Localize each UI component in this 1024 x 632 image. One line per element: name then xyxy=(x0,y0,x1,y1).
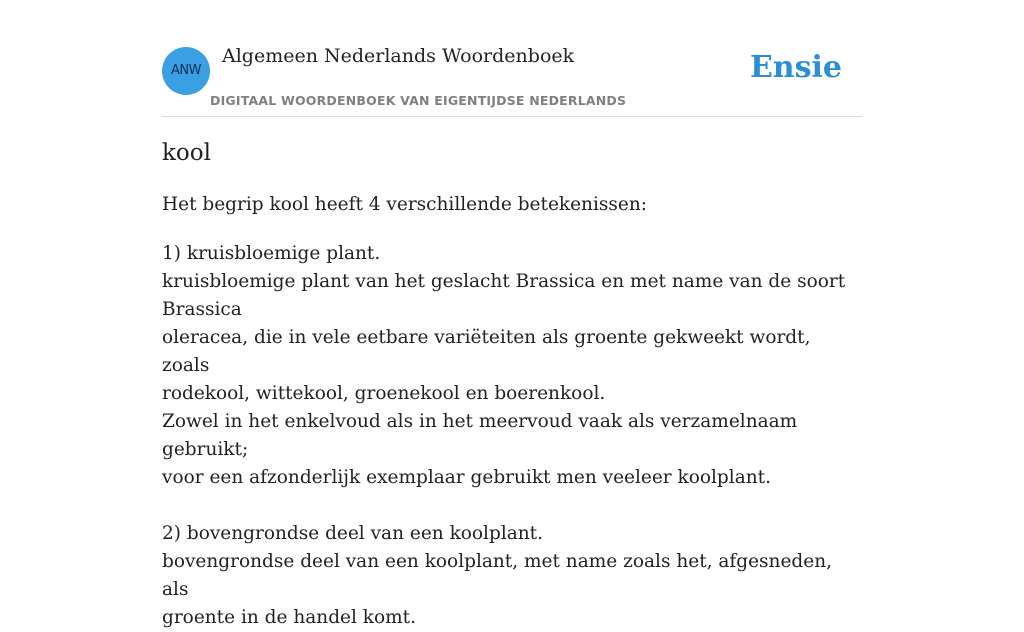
meaning-line: kruisbloemige plant van het geslacht Brassica en met name van de soort Brassica xyxy=(162,271,846,320)
meaning-spacer xyxy=(162,492,862,520)
page-container xyxy=(162,0,862,628)
meaning-2 xyxy=(162,520,862,632)
meaning-line: oleracea, die in vele eetbare variëteiten als groente gekweekt wordt, zoals xyxy=(162,327,811,376)
meaning-heading: 1) kruisbloemige plant. xyxy=(162,243,381,264)
anw-logo[interactable]: ANW xyxy=(162,47,210,95)
meaning-line: Zowel in het enkelvoud als in het meervoud vaak als verzamelnaam gebruikt; xyxy=(162,411,798,460)
meaning-heading: 2) bovengrondse deel van een koolplant. xyxy=(162,523,543,544)
ensie-brand-link[interactable]: Ensie xyxy=(749,50,842,85)
site-subtitle: DIGITAAL WOORDENBOEK VAN EIGENTIJDSE NEDERLANDS xyxy=(210,93,627,108)
entry-intro: Het begrip kool heeft 4 verschillende betekenissen: xyxy=(162,194,647,215)
meaning-line: voor een afzonderlijk exemplaar gebruikt men veeleer koolplant. xyxy=(162,467,771,488)
meaning-line: rodekool, wittekool, groenekool en boerenkool. xyxy=(162,383,606,404)
site-title[interactable]: Algemeen Nederlands Woordenboek xyxy=(222,45,575,67)
definitions-list xyxy=(162,240,862,632)
meaning-line: bovengrondse deel van een koolplant, met name zoals het, afgesneden, als xyxy=(162,551,833,600)
page-title: kool xyxy=(162,140,211,166)
meaning-line: groente in de handel komt. xyxy=(162,607,416,628)
meaning-1 xyxy=(162,240,862,492)
site-header xyxy=(162,0,862,117)
